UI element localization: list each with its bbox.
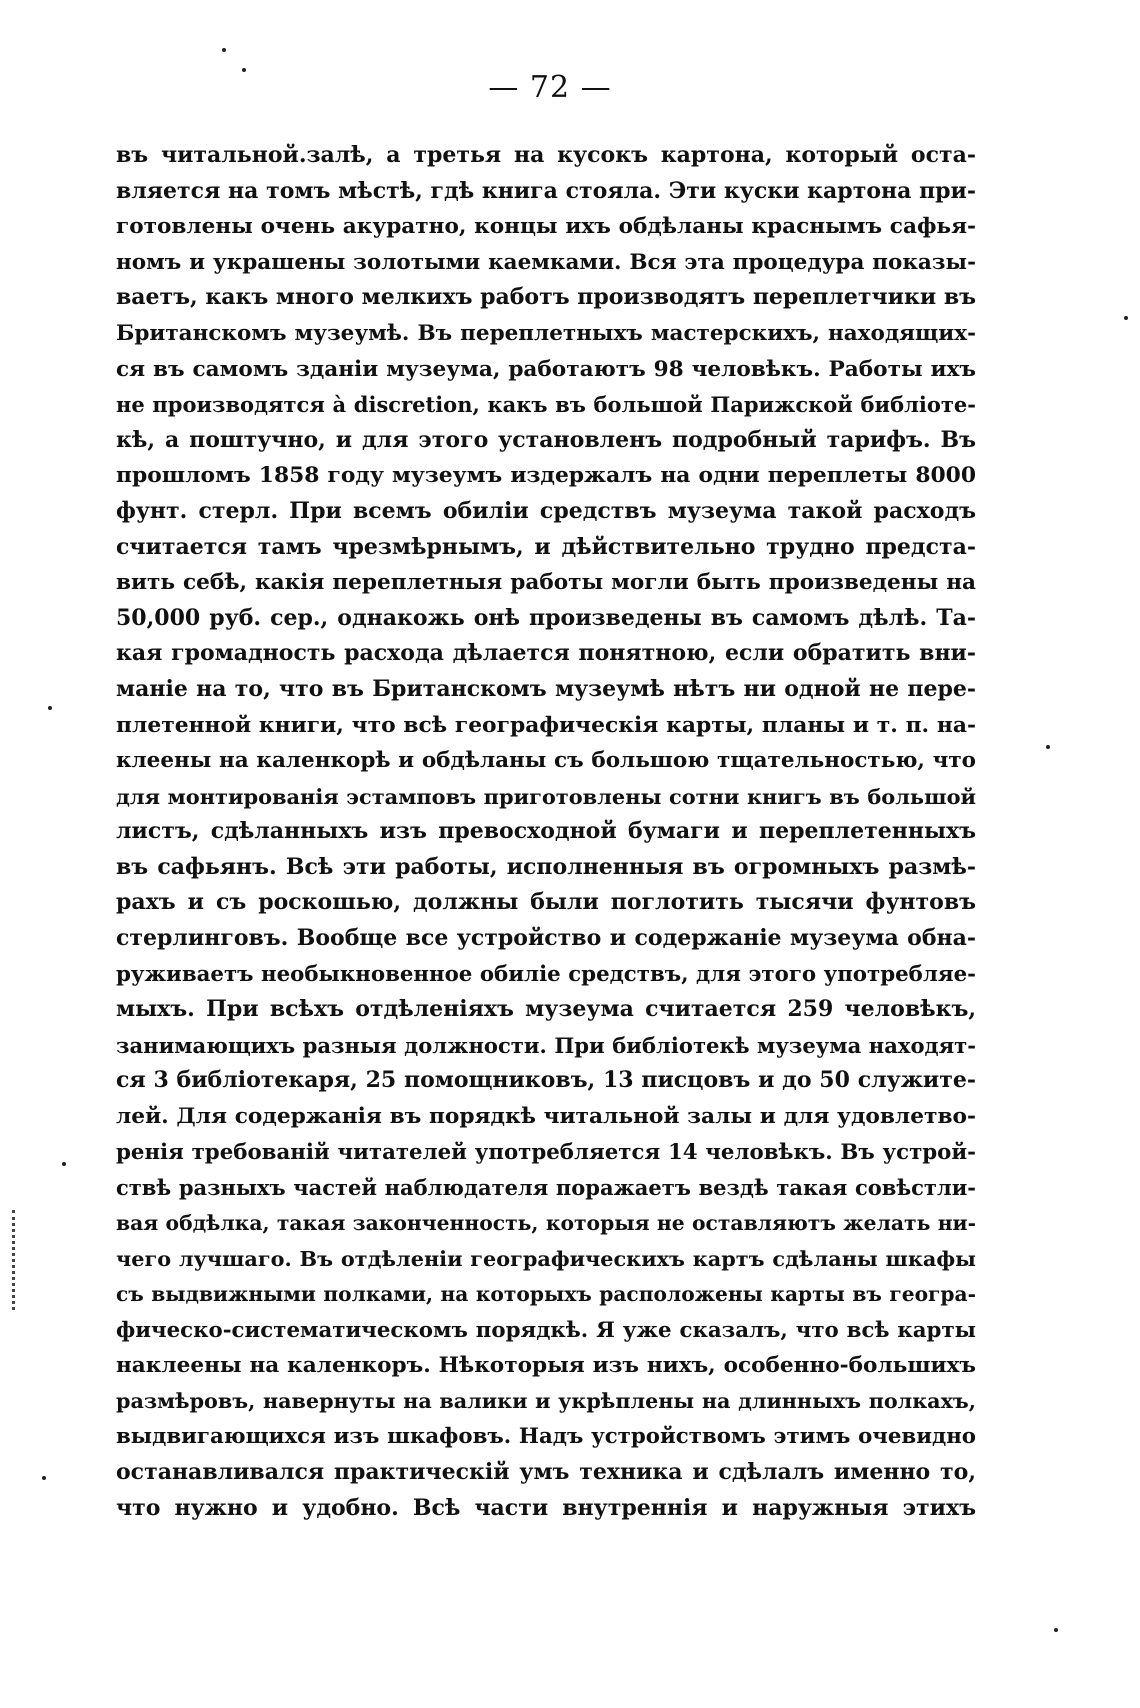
text-line: фунт. стерл. При всемъ обиліи средствъ музеума такой расходъ xyxy=(116,497,976,524)
text-line: стерлинговъ. Вообще все устройство и содержаніе музеума обна- xyxy=(116,925,976,952)
print-speck xyxy=(62,1162,66,1166)
text-line: ствѣ разныхъ частей наблюдателя поражаетъ вездѣ такая совѣстли- xyxy=(116,1175,976,1201)
text-line: съ выдвижными полками, на которыхъ расположены карты въ геогра- xyxy=(116,1282,976,1306)
text-line: ваетъ, какъ много мелкихъ работъ производятъ переплетчики въ xyxy=(116,284,976,311)
text-line: вить себѣ, какія переплетныя работы могли быть произведены на xyxy=(116,570,976,596)
text-line: номъ и украшены золотыми каемками. Вся эта процедура показы- xyxy=(116,249,976,275)
text-line: для монтированія эстамповъ приготовлены сотни книгъ въ большой xyxy=(116,783,976,809)
text-line: ренія требованій читателей употребляется 14 человѣкъ. Въ устрой- xyxy=(116,1139,976,1165)
text-line: выдвигающихся изъ шкафовъ. Надъ устройствомъ этимъ очевидно xyxy=(116,1424,976,1450)
text-line: кѣ, а поштучно, и для этого установленъ подробный тарифъ. Въ xyxy=(116,426,976,453)
text-line: вая обдѣлка, такая законченность, которыя не оставляютъ желать ни- xyxy=(116,1210,976,1235)
text-line: чего лучшаго. Въ отдѣленіи географическихъ картъ сдѣланы шкафы xyxy=(116,1246,976,1272)
text-line: не производятся à discretion, какъ въ большой Парижской библіоте- xyxy=(116,392,976,418)
text-line: вляется на томъ мѣстѣ, гдѣ книга стояла. Эти куски картона при- xyxy=(116,177,976,204)
page-number: — 72 — xyxy=(488,70,612,105)
text-line: рахъ и съ роскошью, должны были поглотить тысячи фунтовъ xyxy=(116,889,976,916)
text-line: руживаетъ необыкновенное обиліе средствъ, для этого употребляе- xyxy=(116,961,976,987)
print-speck xyxy=(242,68,246,72)
text-line: фическо-систематическомъ порядкѣ. Я уже сказалъ, что всѣ карты xyxy=(116,1317,976,1343)
print-speck xyxy=(48,706,52,710)
text-line: что нужно и удобно. Всѣ части внутреннія и наружныя этихъ xyxy=(116,1494,976,1521)
print-speck xyxy=(1124,316,1128,320)
text-line: кая громадность расхода дѣлается понятною, если обратить вни- xyxy=(116,640,976,667)
print-speck xyxy=(1054,1628,1058,1632)
text-line: ся 3 библіотекаря, 25 помощниковъ, 13 писцовъ и до 50 служите- xyxy=(116,1067,976,1094)
print-speck xyxy=(222,48,226,52)
text-line: прошломъ 1858 году музеумъ издержалъ на одни переплеты 8000 xyxy=(116,463,976,489)
text-line: ся въ самомъ зданіи музеума, работаютъ 98 человѣкъ. Работы ихъ xyxy=(116,356,976,382)
text-line: клеены на каленкорѣ и обдѣланы съ большою тщательностью, что xyxy=(116,748,976,774)
text-line: готовлены очень акуратно, концы ихъ обдѣланы краснымъ сафья- xyxy=(116,214,976,240)
text-line: въ читальной.залѣ, а третья на кусокъ картона, который оста- xyxy=(116,142,976,168)
text-line: въ сафьянъ. Всѣ эти работы, исполненныя въ огромныхъ размѣ- xyxy=(116,853,976,880)
print-speck xyxy=(1046,745,1050,749)
text-line: лей. Для содержанія въ порядкѣ читальной залы и для удовлетво- xyxy=(116,1104,976,1130)
text-line: плетенной книги, что всѣ географическія карты, планы и т. п. на- xyxy=(116,712,976,738)
text-line: наклеены на каленкоръ. Нѣкоторыя изъ нихъ, особенно-большихъ xyxy=(116,1353,976,1379)
text-line: считается тамъ чрезмѣрнымъ, и дѣйствительно трудно предста- xyxy=(116,533,976,560)
body-text xyxy=(116,138,976,1526)
text-line: останавливался практическій умъ техника и сдѣлалъ именно то, xyxy=(116,1458,976,1485)
margin-speck-column xyxy=(12,1210,15,1310)
print-speck xyxy=(42,1476,46,1480)
text-line: маніе на то, что въ Британскомъ музеумѣ нѣтъ ни одной не пере- xyxy=(116,675,976,702)
text-line: листъ, сдѣланныхъ изъ превосходной бумаги и переплетенныхъ xyxy=(116,818,976,845)
text-line: мыхъ. При всѣхъ отдѣленіяхъ музеума считается 259 человѣкъ, xyxy=(116,996,976,1023)
text-line: Британскомъ музеумѣ. Въ переплетныхъ мастерскихъ, находящих- xyxy=(116,320,976,346)
text-line: занимающихъ разныя должности. При библіотекѣ музеума находят- xyxy=(116,1032,976,1058)
text-line: размѣровъ, навернуты на валики и укрѣплены на длинныхъ полкахъ, xyxy=(116,1388,976,1413)
text-line: 50,000 руб. сер., однакожь онѣ произведены въ самомъ дѣлѣ. Та- xyxy=(116,604,976,631)
